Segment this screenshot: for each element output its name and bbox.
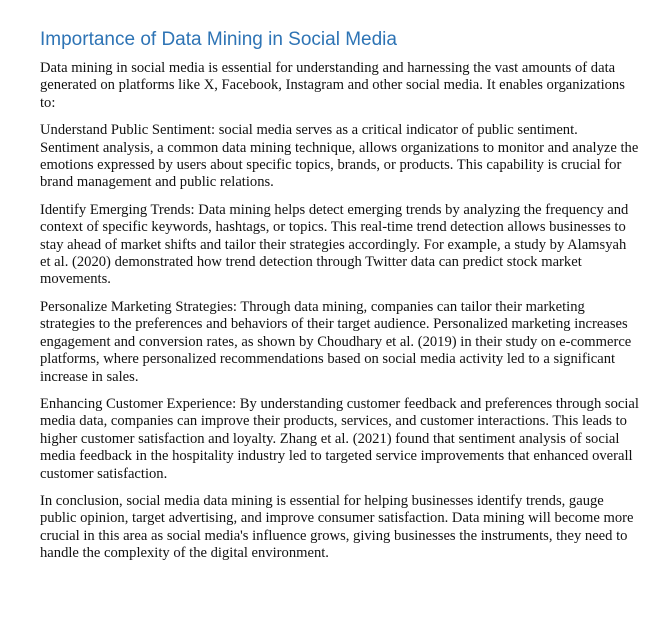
document-title: Importance of Data Mining in Social Media bbox=[40, 29, 397, 50]
conclusion-paragraph: In conclusion, social media data mining is essential for helping businesses identify trends, gauge public opinion, target advertising, and improve consumer satisfaction. Data mining will become more crucial in this area as social media's influence grows, giving businesses the instruments, they need to handle the complexity of the digital environment. bbox=[40, 492, 634, 562]
document-body bbox=[40, 28, 640, 573]
section-paragraph-trends: Identify Emerging Trends: Data mining helps detect emerging trends by analyzing the frequency and context of specific keywords, hashtags, or topics. This real-time trend detection allows businesses to stay ahead of market shifts and tailor their strategies accordingly. For example, a study by Alamsyah et al. (2020) demonstrated how trend detection through Twitter data can predict stock market movements. bbox=[40, 201, 629, 288]
intro-paragraph: Data mining in social media is essential for understanding and harnessing the vast amounts of data generated on platforms like X, Facebook, Instagram and other social media. It enables organizations to: bbox=[40, 60, 625, 111]
section-paragraph-sentiment: Understand Public Sentiment: social media serves as a critical indicator of public sentiment. Sentiment analysis, a common data mining technique, allows organizations to monitor and analyze the emotions expressed by users about specific topics, brands, or products. This capability is crucial for brand management and public relations. bbox=[40, 122, 639, 191]
section-paragraph-marketing: Personalize Marketing Strategies: Through data mining, companies can tailor their marketing strategies to the preferences and behaviors of their target audience. Personalized marketing increases engagement and conversion rates, as shown by Choudhary et al. (2019) in their study on e-commerce platforms, where personalized recommendations based on social media activity led to a significant increase in sales. bbox=[40, 298, 632, 385]
section-paragraph-customer-experience: Enhancing Customer Experience: By understanding customer feedback and preferences through social media data, companies can improve their products, services, and customer interactions. This leads to higher customer satisfaction and loyalty. Zhang et al. (2021) found that sentiment analysis of social media feedback in the hospitality industry led to targeted service improvements that enhanced overall customer satisfaction. bbox=[40, 395, 639, 482]
